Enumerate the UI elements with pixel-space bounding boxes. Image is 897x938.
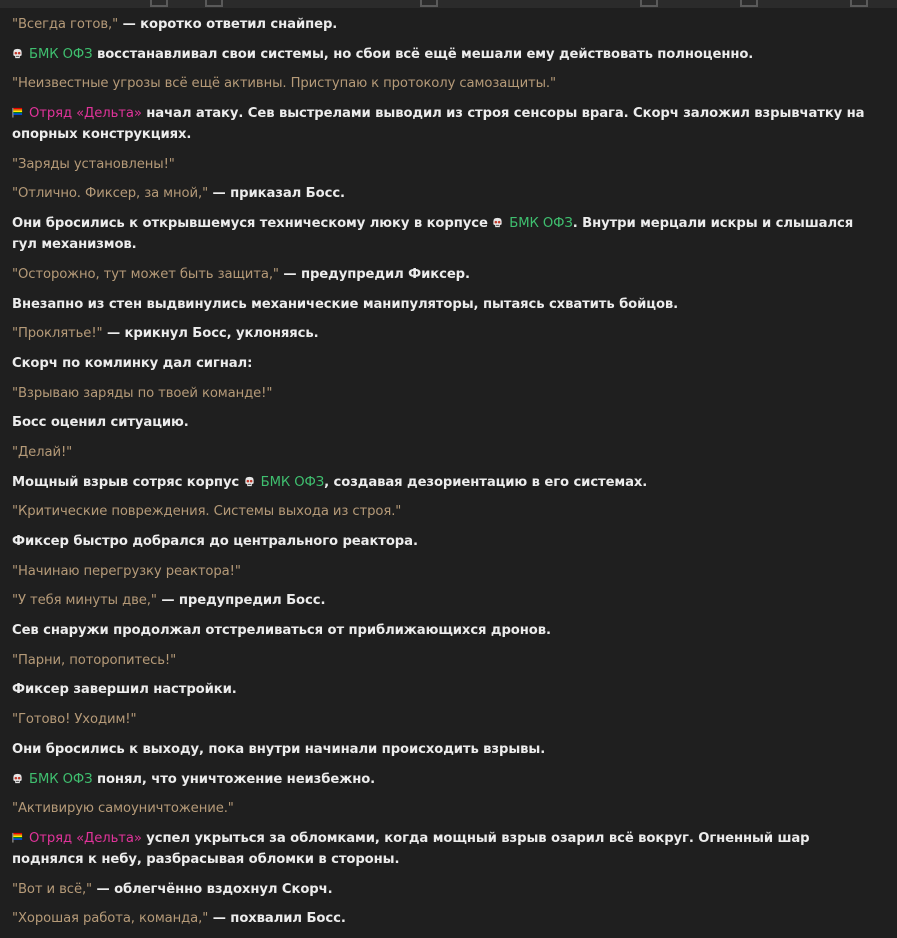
chat-line <box>12 531 882 552</box>
quoted-speech: "Готово! Уходим!" <box>12 712 137 728</box>
chat-line <box>12 73 882 94</box>
rainbow-flag-icon <box>12 832 23 843</box>
chat-line <box>12 828 882 870</box>
chat-line <box>12 44 882 65</box>
quoted-speech: "Делай!" <box>12 444 73 460</box>
narration-text: — предупредил Босс. <box>156 593 326 609</box>
quoted-speech: "Проклятье!" <box>12 326 103 342</box>
top-toolbar-strip <box>0 0 897 8</box>
narration-text: — предупредил Фиксер. <box>278 266 470 282</box>
robot-skull-icon <box>492 217 503 228</box>
quoted-speech: "Осторожно, тут может быть защита," <box>12 266 279 282</box>
chat-line <box>12 472 882 493</box>
chat-line <box>12 213 882 255</box>
chat-line <box>12 412 882 433</box>
chat-line <box>12 709 882 730</box>
narration-text: успел укрыться за обломками, когда мощный взрыв озарил всё вокруг. Огненный шар поднялся к небу, разбрасывая обломки в стороны. <box>12 830 810 867</box>
chat-line <box>12 798 882 819</box>
narration-text: понял, что уничтожение неизбежно. <box>92 771 376 787</box>
chat-line <box>12 679 882 700</box>
quoted-speech: "Парни, поторопитесь!" <box>12 652 177 668</box>
toolbar-icon-edge <box>420 0 438 7</box>
narration-text: Босс оценил ситуацию. <box>12 415 189 431</box>
narration-text: — похвалил Босс. <box>208 911 346 927</box>
narration-text: Мощный взрыв сотряс корпус <box>12 474 244 490</box>
chat-line <box>12 14 882 35</box>
quoted-speech: "Хорошая работа, команда," <box>12 911 209 927</box>
quoted-speech: "Взрываю заряды по твоей команде!" <box>12 385 273 401</box>
narration-text: Внезапно из стен выдвинулись механические манипуляторы, пытаясь схватить бойцов. <box>12 296 679 312</box>
narration-text: , создавая дезориентацию в его системах. <box>324 474 648 490</box>
robot-skull-icon <box>244 476 255 487</box>
toolbar-icon-edge <box>740 0 758 7</box>
narration-text: Сев снаружи продолжал отстреливаться от приближающихся дронов. <box>12 623 551 639</box>
chat-line <box>12 183 882 204</box>
narration-text: начал атаку. Сев выстрелами выводил из строя сенсоры врага. Скорч заложил взрывчатку на опорных конструкциях. <box>12 106 865 143</box>
narration-text: Фиксер завершил настройки. <box>12 682 237 698</box>
narration-text: Они бросились к выходу, пока внутри начинали происходить взрывы. <box>12 741 546 757</box>
quoted-speech: "Неизвестные угрозы всё ещё активны. Приступаю к протоколу самозащиты." <box>12 76 556 92</box>
quoted-speech: "Активирую самоуничтожение." <box>12 801 234 817</box>
chat-line <box>12 383 882 404</box>
chat-line <box>12 739 882 760</box>
toolbar-icon-edge <box>640 0 658 7</box>
narration-text: Они бросились к открывшемуся техническому люку в корпусе <box>12 216 493 232</box>
narration-text: — крикнул Босс, уклоняясь. <box>102 326 319 342</box>
toolbar-icon-edge <box>850 0 868 7</box>
quoted-speech: "У тебя минуты две," <box>12 593 157 609</box>
chat-line <box>12 650 882 671</box>
entity-name-bmk[interactable]: БМК ОФЗ <box>29 771 93 787</box>
rainbow-flag-icon <box>12 107 23 118</box>
chat-line <box>12 620 882 641</box>
chat-line <box>12 908 882 929</box>
quoted-speech: "Начинаю перегрузку реактора!" <box>12 563 241 579</box>
chat-line <box>12 154 882 175</box>
entity-name-delta[interactable]: Отряд «Дельта» <box>29 830 142 846</box>
chat-line <box>12 501 882 522</box>
quoted-speech: "Заряды установлены!" <box>12 156 175 172</box>
entity-name-bmk[interactable]: БМК ОФЗ <box>509 216 573 232</box>
narration-text: Фиксер быстро добрался до центрального реактора. <box>12 534 418 549</box>
quoted-speech: "Вот и всё," <box>12 881 93 897</box>
chat-line <box>12 879 882 900</box>
chat-line <box>12 353 882 374</box>
toolbar-icon-edge <box>205 0 223 7</box>
story-log <box>12 14 882 938</box>
chat-line <box>12 323 882 344</box>
chat-line <box>12 294 882 315</box>
chat-line <box>12 264 882 285</box>
chat-line <box>12 442 882 463</box>
quoted-speech: "Всегда готов," <box>12 17 119 32</box>
robot-skull-icon <box>12 48 23 59</box>
robot-skull-icon <box>12 773 23 784</box>
entity-name-bmk[interactable]: БМК ОФЗ <box>260 474 325 490</box>
narration-text: — облегчённо вздохнул Скорч. <box>92 881 333 897</box>
chat-line <box>12 561 882 582</box>
toolbar-icon-edge <box>150 0 168 7</box>
narration-text: Скорч по комлинку дал сигнал: <box>12 355 253 371</box>
chat-line <box>12 769 882 790</box>
narration-text: — приказал Босс. <box>208 186 345 202</box>
narration-text: — коротко ответил снайпер. <box>118 17 338 32</box>
quoted-speech: "Критические повреждения. Системы выхода из строя." <box>12 504 402 520</box>
entity-name-delta[interactable]: Отряд «Дельта» <box>29 106 142 122</box>
narration-text: . Внутри мерцали искры и слышался гул механизмов. <box>12 216 854 253</box>
chat-line <box>12 590 882 611</box>
narration-text: восстанавливал свои системы, но сбои всё ещё мешали ему действовать полноценно. <box>92 46 754 62</box>
entity-name-bmk[interactable]: БМК ОФЗ <box>29 46 93 62</box>
chat-line <box>12 103 882 145</box>
quoted-speech: "Отлично. Фиксер, за мной," <box>12 186 209 202</box>
